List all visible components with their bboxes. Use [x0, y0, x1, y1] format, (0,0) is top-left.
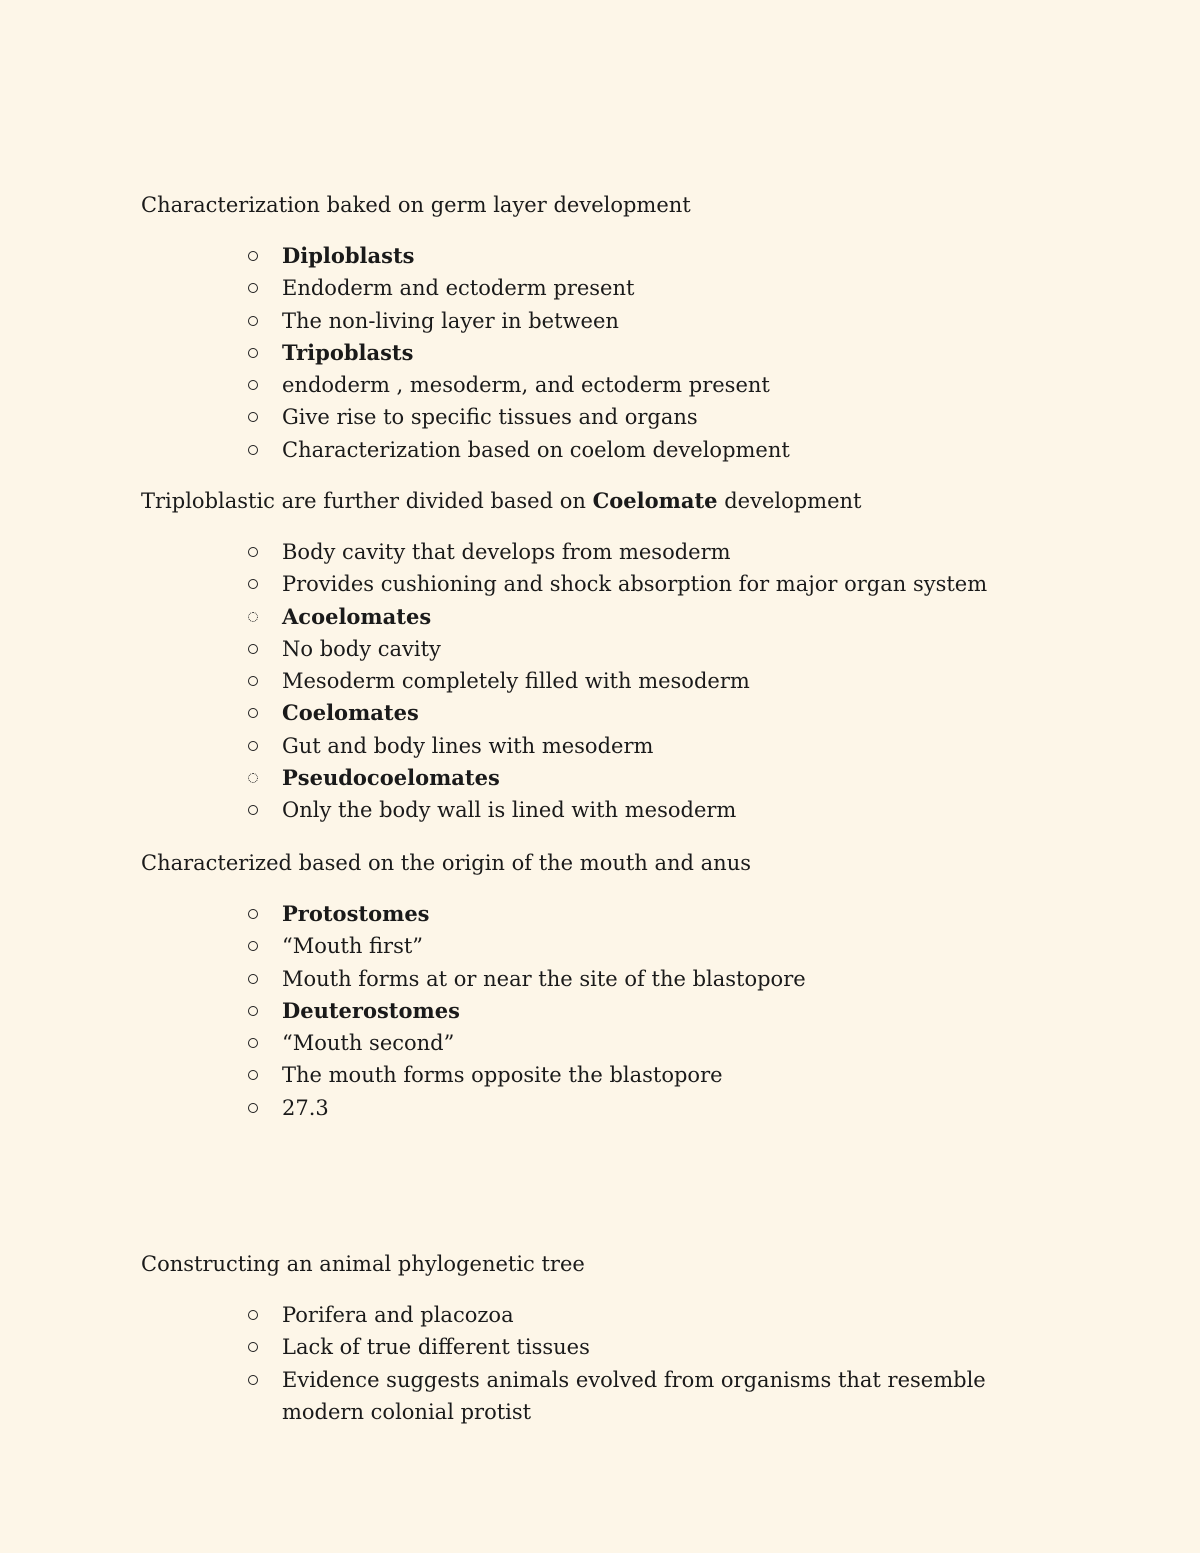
list-item: Give rise to specific tissues and organs	[282, 401, 1101, 433]
list-item: No body cavity	[282, 633, 1101, 665]
list-item: Coelomates	[282, 697, 1101, 729]
hollow-circle-bullet-icon	[248, 1070, 258, 1080]
hollow-circle-bullet-icon	[248, 909, 258, 919]
section-mouth-anus	[141, 847, 1101, 1124]
hollow-circle-bullet-icon	[248, 348, 258, 358]
list-item: “Mouth second”	[282, 1027, 1101, 1059]
list-item: 27.3	[282, 1092, 1101, 1124]
hollow-circle-bullet-icon	[248, 1006, 258, 1016]
hollow-circle-bullet-icon	[248, 1342, 258, 1352]
list-item: Evidence suggests animals evolved from organisms that resemble modern colonial protist	[282, 1364, 1062, 1429]
bullet-list	[141, 240, 1101, 466]
list-item: The mouth forms opposite the blastopore	[282, 1059, 1101, 1091]
hollow-circle-bullet-icon	[248, 283, 258, 293]
bullet-list	[141, 536, 1101, 827]
dotted-circle-bullet-icon	[248, 773, 258, 783]
hollow-circle-bullet-icon	[248, 974, 258, 984]
hollow-circle-bullet-icon	[248, 445, 258, 455]
hollow-circle-bullet-icon	[248, 1310, 258, 1320]
hollow-circle-bullet-icon	[248, 380, 258, 390]
list-item: Porifera and placozoa	[282, 1299, 1101, 1331]
section-heading: Characterization baked on germ layer development	[141, 193, 691, 217]
hollow-circle-bullet-icon	[248, 1375, 258, 1385]
hollow-circle-bullet-icon	[248, 547, 258, 557]
hollow-circle-bullet-icon	[248, 412, 258, 422]
hollow-circle-bullet-icon	[248, 676, 258, 686]
list-item: Only the body wall is lined with mesoderm	[282, 794, 1101, 826]
list-item: Gut and body lines with mesoderm	[282, 730, 1101, 762]
hollow-circle-bullet-icon	[248, 708, 258, 718]
section-heading: Constructing an animal phylogenetic tree	[141, 1252, 585, 1276]
section-heading: Triploblastic are further divided based on Coelomate development	[141, 488, 862, 513]
list-item: endoderm , mesoderm, and ectoderm present	[282, 369, 1101, 401]
list-item: Acoelomates	[282, 601, 1101, 633]
list-item: The non-living layer in between	[282, 305, 1101, 337]
section-heading: Characterized based on the origin of the mouth and anus	[141, 851, 752, 875]
hollow-circle-bullet-icon	[248, 741, 258, 751]
hollow-circle-bullet-icon	[248, 579, 258, 589]
hollow-circle-bullet-icon	[248, 941, 258, 951]
list-item: “Mouth first”	[282, 930, 1101, 962]
hollow-circle-bullet-icon	[248, 1038, 258, 1048]
dotted-circle-bullet-icon	[248, 612, 258, 622]
list-item: Pseudocoelomates	[282, 762, 1101, 794]
list-item: Mouth forms at or near the site of the blastopore	[282, 963, 1101, 995]
list-item: Protostomes	[282, 898, 1101, 930]
hollow-circle-bullet-icon	[248, 644, 258, 654]
bullet-list	[141, 898, 1101, 1124]
hollow-circle-bullet-icon	[248, 1103, 258, 1113]
list-item: Endoderm and ectoderm present	[282, 272, 1101, 304]
list-item: Characterization based on coelom development	[282, 434, 1101, 466]
list-item: Mesoderm completely filled with mesoderm	[282, 665, 1101, 697]
list-item: Lack of true different tissues	[282, 1331, 1101, 1363]
list-item: Provides cushioning and shock absorption for major organ system	[282, 568, 1101, 600]
list-item: Deuterostomes	[282, 995, 1101, 1027]
list-item: Diploblasts	[282, 240, 1101, 272]
hollow-circle-bullet-icon	[248, 316, 258, 326]
section-coelomate	[141, 485, 1101, 827]
bullet-list	[141, 1299, 1101, 1428]
list-item: Body cavity that develops from mesoderm	[282, 536, 1101, 568]
section-germ-layer	[141, 189, 1101, 466]
hollow-circle-bullet-icon	[248, 251, 258, 261]
list-item: Tripoblasts	[282, 337, 1101, 369]
section-phylogenetic-tree	[141, 1248, 1101, 1428]
hollow-circle-bullet-icon	[248, 805, 258, 815]
